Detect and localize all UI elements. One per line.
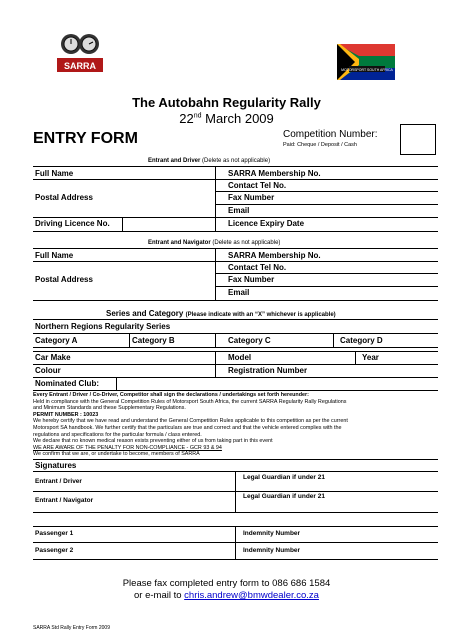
navigator-fax-label: Fax Number xyxy=(228,275,275,284)
email-instruction: or e-mail to chris.andrew@bmwdealer.co.za xyxy=(134,590,319,601)
car-colour-label: Colour xyxy=(35,366,61,375)
competition-number-box[interactable] xyxy=(400,124,436,155)
passenger1-label: Passenger 1 xyxy=(35,530,74,537)
document-name: SARRA Std Rally Entry Form 2009 xyxy=(33,625,110,631)
navigator-contact-label: Contact Tel No. xyxy=(228,263,287,272)
driver-postal-label: Postal Address xyxy=(35,193,93,202)
signatures-heading: Signatures xyxy=(35,461,77,470)
car-make-label: Car Make xyxy=(35,353,71,362)
sarra-logo xyxy=(55,28,105,80)
series-heading: Series and Category (Please indicate with an “X” whichever is applicable) xyxy=(106,309,336,318)
payment-method-label: Paid: Cheque / Deposit / Cash xyxy=(283,142,357,148)
guardian2-label: Legal Guardian if under 21 xyxy=(243,493,325,500)
fax-instruction: Please fax completed entry form to 086 686 1584 xyxy=(122,578,331,589)
navigator-section-heading: Entrant and Navigator (Delete as not applicable) xyxy=(148,240,281,246)
passenger2-label: Passenger 2 xyxy=(35,547,74,554)
navigator-sarra-no-label: SARRA Membership No. xyxy=(228,251,321,260)
navigator-signature-label: Entrant / Navigator xyxy=(35,497,94,504)
driver-contact-label: Contact Tel No. xyxy=(228,181,287,190)
event-title: The Autobahn Regularity Rally xyxy=(132,95,321,110)
email-link[interactable]: chris.andrew@bmwdealer.co.za xyxy=(184,590,319,601)
indemnity2-label: Indemnity Number xyxy=(243,547,301,554)
driver-licence-no-label: Driving Licence No. xyxy=(35,219,110,228)
driver-full-name-label: Full Name xyxy=(35,169,74,178)
navigator-full-name-label: Full Name xyxy=(35,251,74,260)
guardian1-label: Legal Guardian if under 21 xyxy=(243,474,325,481)
navigator-postal-label: Postal Address xyxy=(35,275,93,284)
event-date: 22nd March 2009 xyxy=(179,111,274,126)
driver-licence-expiry-label: Licence Expiry Date xyxy=(228,219,305,228)
driver-sarra-no-label: SARRA Membership No. xyxy=(228,169,321,178)
car-registration-label: Registration Number xyxy=(228,366,308,375)
category-b[interactable]: Category B xyxy=(132,336,175,345)
series-name: Northern Regions Regularity Series xyxy=(35,322,171,331)
form-title: ENTRY FORM xyxy=(33,130,138,147)
declaration: Every Entrant / Driver / Co-Driver, Competitor shall sign the declarations / undertakings set forth hereunder: Held in compliance with the General Competition Rules of Motorsport South Africa, the current SARRA Regularity Rally Regulations and Minimum Standards and these Supplementary Regulations. PERMIT NUMBER : 10023 We hereby certify that we have read and understand the General Competition Rules applicable to this competition as per the current Motorsport SA handbook. We further certify that the particulars are true and correct and that the vehicle entered complies with the regulations and specifications for the particular formula / class entered. We declare that no known medical reason exists preventing either of us from taking part in this event WE ARE AWARE OF THE PENALTY FOR NON-COMPLIANCE - GCR 93 & 94 We confirm that we are, or undertake to become, members of SARRA xyxy=(33,392,348,458)
navigator-email-label: Email xyxy=(228,288,250,297)
msa-flag-logo xyxy=(335,40,397,86)
car-year-label: Year xyxy=(362,353,379,362)
driver-email-label: Email xyxy=(228,206,250,215)
svg-text:SARRA: SARRA xyxy=(63,61,97,71)
car-model-label: Model xyxy=(228,353,252,362)
competition-number-label: Competition Number: xyxy=(283,129,378,140)
nominated-club-label: Nominated Club: xyxy=(35,379,99,388)
category-a[interactable]: Category A xyxy=(35,336,78,345)
svg-text:MOTORSPORT SOUTH AFRICA: MOTORSPORT SOUTH AFRICA xyxy=(341,68,393,72)
driver-fax-label: Fax Number xyxy=(228,193,275,202)
driver-section-heading: Entrant and Driver (Delete as not applicable) xyxy=(148,158,271,164)
category-c[interactable]: Category C xyxy=(228,336,271,345)
indemnity1-label: Indemnity Number xyxy=(243,530,301,537)
category-d[interactable]: Category D xyxy=(340,336,383,345)
driver-signature-label: Entrant / Driver xyxy=(35,478,82,485)
